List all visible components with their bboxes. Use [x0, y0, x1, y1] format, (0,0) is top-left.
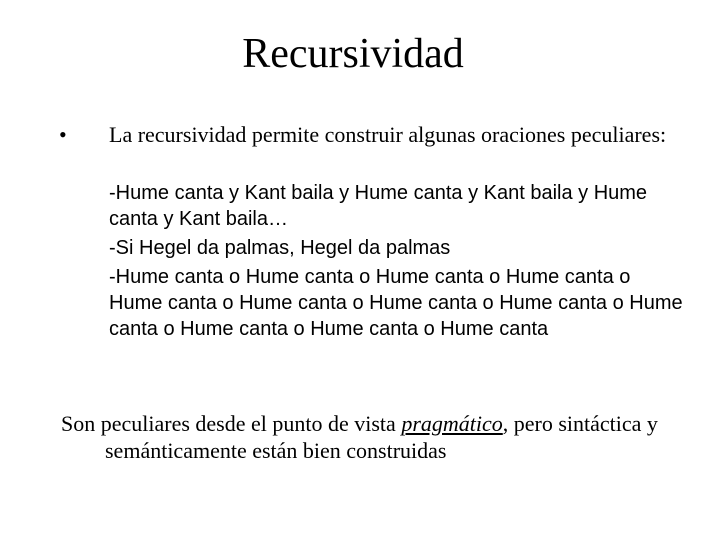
- example-conditional: -Si Hegel da palmas, Hegel da palmas: [109, 237, 451, 259]
- examples-list: [109, 180, 689, 345]
- conclusion-after: , pero sintáctica y semánticamente están bien construidas: [105, 411, 658, 463]
- example-conjunction: -Hume canta y Kant baila y Hume canta y Kant baila y Hume canta y Kant baila…: [109, 182, 648, 230]
- slide-title: Recursividad: [242, 31, 464, 77]
- example-disjunction: -Hume canta o Hume canta o Hume canta o Hume canta o Hume canta o Hume canta o Hume canta o Hume canta o Hume canta o Hume canta o Hume canta o Hume canta: [109, 266, 683, 340]
- bullet-text: La recursividad permite construir algunas oraciones peculiares:: [109, 122, 667, 147]
- conclusion-paragraph: [61, 410, 705, 464]
- bullet-marker: •: [59, 122, 67, 147]
- conclusion-emphasis: pragmático: [401, 411, 503, 436]
- conclusion-before: Son peculiares desde el punto de vista: [61, 411, 402, 436]
